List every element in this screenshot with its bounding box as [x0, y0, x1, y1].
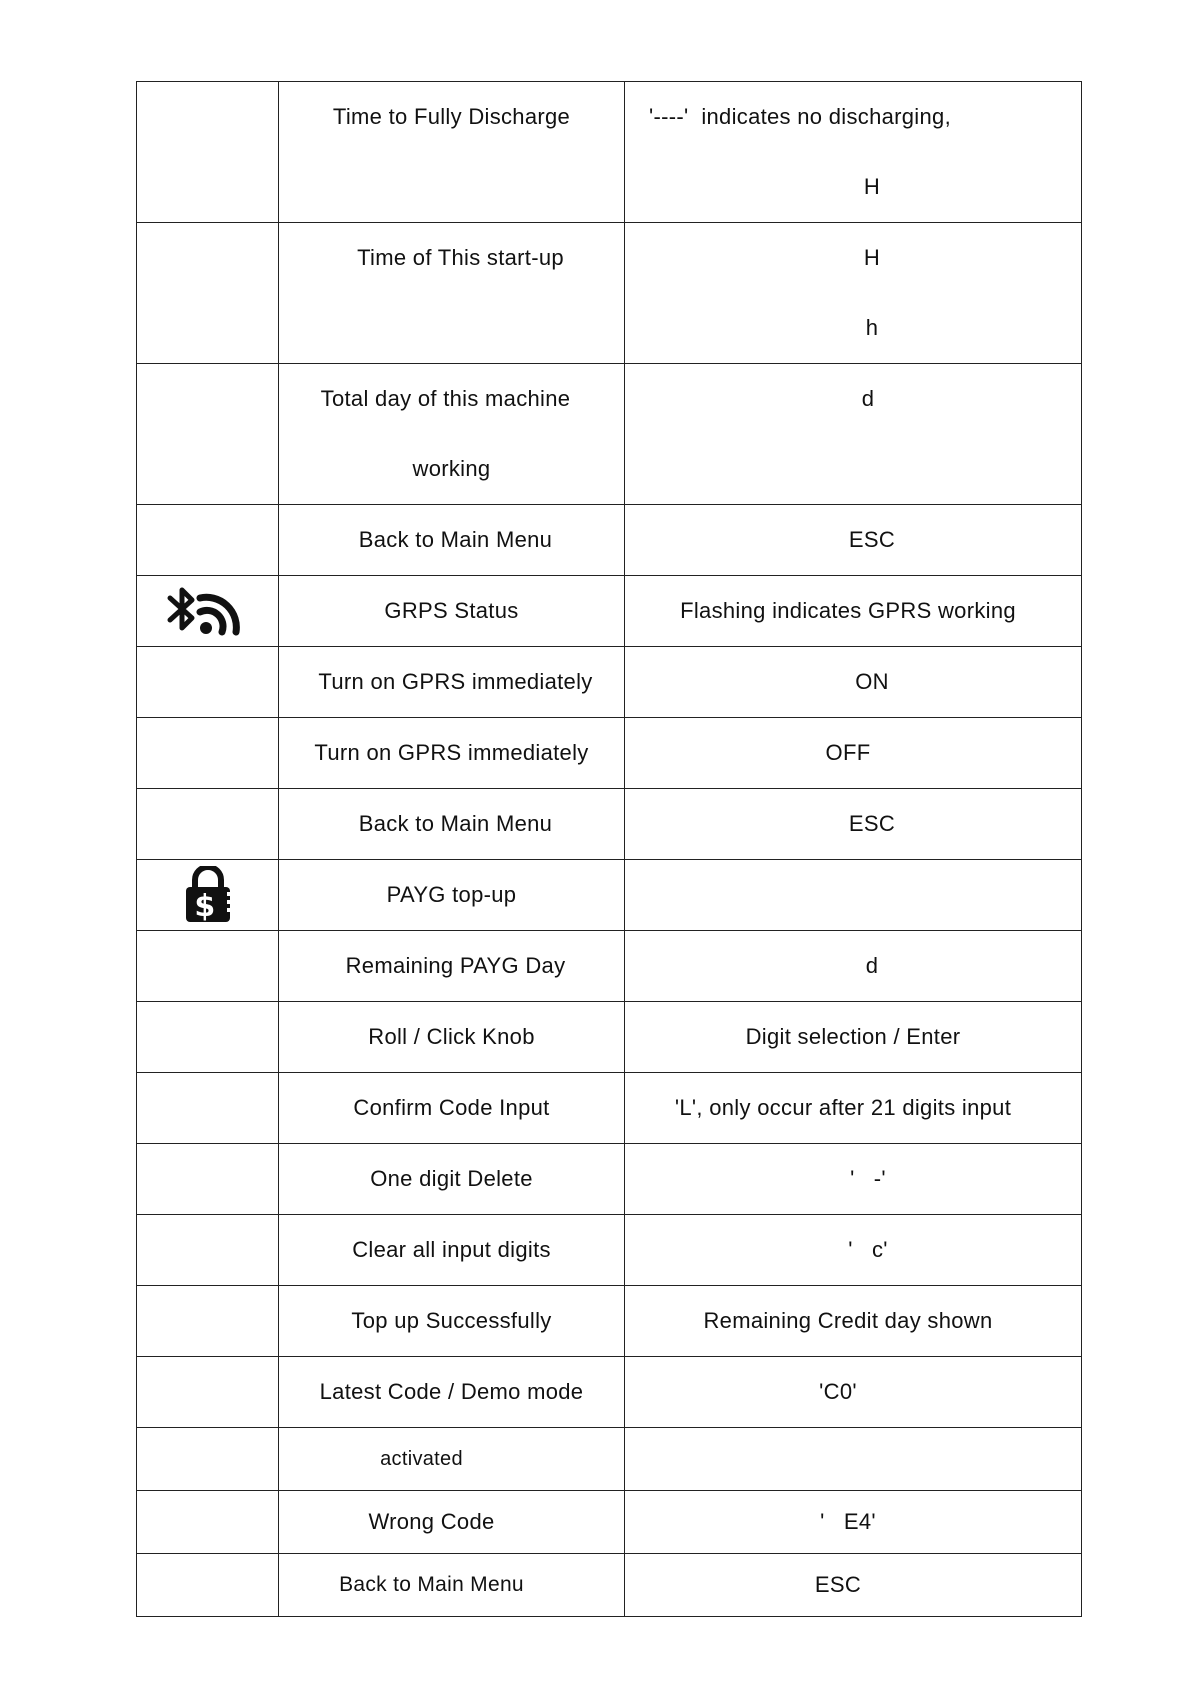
value-cell: [625, 576, 1082, 647]
table-row: [137, 931, 1082, 1002]
row-value: d: [865, 953, 879, 978]
label-cell: [279, 1554, 625, 1617]
row-label: Back to Main Menu: [339, 1573, 524, 1596]
row-label: Time of This start-up: [357, 245, 564, 270]
label-cell: [279, 860, 625, 931]
table-row: [137, 1357, 1082, 1428]
table-row: [137, 718, 1082, 789]
icon-cell: [137, 505, 279, 576]
icon-cell: [137, 82, 279, 223]
row-label: Remaining PAYG Day: [345, 953, 566, 978]
value-cell: [625, 647, 1082, 718]
icon-cell: [137, 1357, 279, 1428]
row-value: Digit selection / Enter: [745, 1024, 961, 1049]
table-row: [137, 1491, 1082, 1554]
label-cell: [279, 1286, 625, 1357]
table-row: [137, 1144, 1082, 1215]
row-label: activated: [380, 1448, 463, 1470]
row-value: ' -': [850, 1166, 886, 1191]
icon-cell: [137, 931, 279, 1002]
table-row: [137, 505, 1082, 576]
value-cell: [625, 789, 1082, 860]
row-label: Wrong Code: [368, 1509, 495, 1534]
icon-cell: [137, 789, 279, 860]
menu-table: [136, 81, 1082, 1617]
row-label: Latest Code / Demo mode: [319, 1379, 584, 1404]
row-label: Back to Main Menu: [358, 527, 553, 552]
row-value: [625, 860, 1081, 930]
row-value: ' c': [848, 1237, 888, 1262]
row-label: Confirm Code Input: [353, 1095, 550, 1120]
label-cell: [279, 1144, 625, 1215]
label-cell: [279, 576, 625, 647]
icon-cell: [137, 1286, 279, 1357]
row-value: Remaining Credit day shown: [703, 1308, 993, 1333]
row-label: Turn on GPRS immediately: [314, 740, 589, 765]
label-cell: [279, 505, 625, 576]
row-value: H: [863, 245, 881, 270]
row-label: Top up Successfully: [351, 1308, 552, 1333]
row-label: One digit Delete: [370, 1166, 533, 1191]
value-cell: [625, 1144, 1082, 1215]
row-value: ON: [855, 669, 889, 694]
table-row: [137, 1554, 1082, 1617]
table-row: [137, 576, 1082, 647]
row-value: ' E4': [820, 1509, 876, 1534]
icon-cell: [137, 647, 279, 718]
row-value: 'L', only occur after 21 digits input: [674, 1095, 1012, 1120]
label-cell: [279, 1357, 625, 1428]
row-value: ESC: [814, 1572, 862, 1597]
label-cell: [279, 364, 625, 505]
label-cell: [279, 1491, 625, 1554]
label-cell: [279, 931, 625, 1002]
icon-cell: [137, 1144, 279, 1215]
table-row: [137, 223, 1082, 364]
value-cell: [625, 1554, 1082, 1617]
row-label: GRPS Status: [384, 598, 519, 623]
row-value: Flashing indicates GPRS working: [680, 598, 1016, 623]
table-row: [137, 1073, 1082, 1144]
row-value: h: [865, 315, 879, 340]
row-value: 'C0': [819, 1379, 857, 1404]
table-row: [137, 860, 1082, 931]
table-row: [137, 1215, 1082, 1286]
row-label: Clear all input digits: [352, 1237, 551, 1262]
row-label: Roll / Click Knob: [368, 1024, 535, 1049]
table-row: [137, 789, 1082, 860]
label-cell: [279, 1002, 625, 1073]
value-cell: [625, 1357, 1082, 1428]
row-label: working: [412, 456, 491, 481]
label-cell: [279, 223, 625, 364]
row-label: Turn on GPRS immediately: [318, 669, 593, 694]
value-cell: [625, 1428, 1082, 1491]
label-cell: [279, 1073, 625, 1144]
value-cell: [625, 223, 1082, 364]
row-value: d: [861, 386, 875, 411]
label-cell: [279, 647, 625, 718]
label-cell: [279, 1215, 625, 1286]
label-cell: [279, 789, 625, 860]
value-cell: [625, 505, 1082, 576]
icon-cell: [137, 1073, 279, 1144]
label-cell: [279, 718, 625, 789]
icon-cell: [137, 1554, 279, 1617]
table-row: [137, 647, 1082, 718]
row-label: PAYG top-up: [386, 882, 517, 907]
row-label: Total day of this machine: [320, 386, 571, 411]
value-cell: [625, 1073, 1082, 1144]
row-label: Back to Main Menu: [358, 811, 553, 836]
value-cell: [625, 860, 1082, 931]
table-row: [137, 364, 1082, 505]
dollar-lock-icon: [183, 866, 233, 924]
label-cell: [279, 82, 625, 223]
label-cell: [279, 1428, 625, 1491]
value-cell: [625, 364, 1082, 505]
icon-cell: [137, 1428, 279, 1491]
svg-text:$: $: [193, 888, 216, 924]
value-cell: [625, 931, 1082, 1002]
table-row: [137, 1428, 1082, 1491]
table-row: [137, 82, 1082, 223]
row-value: ESC: [848, 811, 896, 836]
row-value: '----' indicates no discharging,: [649, 104, 951, 129]
icon-cell: [137, 1491, 279, 1554]
row-label: Time to Fully Discharge: [332, 104, 571, 129]
value-cell: [625, 82, 1082, 223]
icon-cell: [137, 364, 279, 505]
row-value: OFF: [825, 740, 871, 765]
value-cell: [625, 1286, 1082, 1357]
icon-cell: [137, 1002, 279, 1073]
row-value: [625, 1428, 1081, 1490]
icon-cell: [137, 576, 279, 647]
icon-cell: [137, 860, 279, 931]
value-cell: [625, 1002, 1082, 1073]
value-cell: [625, 718, 1082, 789]
icon-cell: [137, 223, 279, 364]
row-value: ESC: [848, 527, 896, 552]
bluetooth-wifi-icon: [166, 584, 250, 638]
table-row: [137, 1002, 1082, 1073]
icon-cell: [137, 1215, 279, 1286]
row-value: H: [863, 174, 881, 199]
value-cell: [625, 1491, 1082, 1554]
value-cell: [625, 1215, 1082, 1286]
icon-cell: [137, 718, 279, 789]
table-row: [137, 1286, 1082, 1357]
